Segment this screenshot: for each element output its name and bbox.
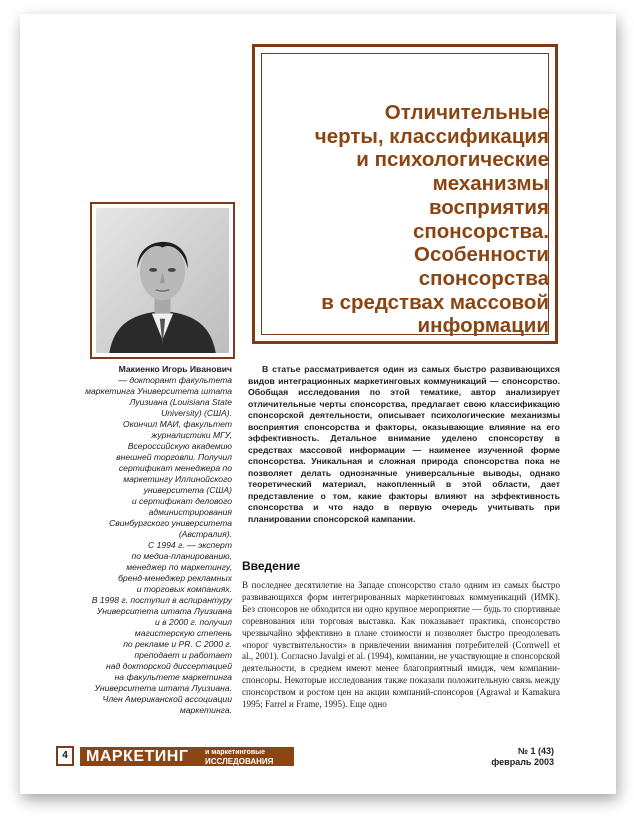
author-photo-frame	[90, 202, 235, 359]
author-bio-text: — докторант факультета маркетинга Университета штата Луизиана (Louisiana State University) (США). Окончил МАИ, факультет журналистики МГУ, Всероссийскую академию внешней торговли. Получил сертификат менеджера по маркетингу Иллинойского университета (США) и сертификат делового администрирования Свинбургского университета (Австралия). С 1994 г. — эксперт по медиа-планированию, менеджер по маркетингу, бренд-менеджер рекламных и торговых компаниях. В 1998 г. поступил в аспирантуру Университета штата Луизиана и в 2000 г. получил магистерскую степень по рекламе и PR. С 2000 г. преподает и работает над докторской диссертацией на факультете маркетинга Университета штата Луизиана. Член Американской ассоциации маркетинга.	[85, 375, 232, 715]
magazine-logo	[80, 747, 294, 766]
author-name: Макиенко Игорь Иванович	[118, 364, 232, 374]
author-bio	[82, 364, 232, 716]
author-photo	[96, 208, 229, 353]
section-heading: Введение	[242, 559, 301, 573]
page-number: 4	[56, 746, 74, 766]
issue-date: февраль 2003	[491, 757, 554, 767]
magazine-name-sub-top: и маркетинговые	[205, 749, 266, 756]
body-text: В последнее десятилетие на Западе спонсорство стало одним из самых быстро развивающихся форм интегрированных маркетинговых коммуникаций (ИМК). Без спонсоров не обходится ни одно крупное мероприятие — будь то спортивные соревнования или торговая выставка. Как показывает практика, спонсорство чрезвычайно эффективно в плане стоимости и позволяет быстро преодолевать «порог чувствительности» в привлечении внимания потребителей (Cornwell et al., 2001). Согласно Javalgi et al. (1994), компании, не участвующие в спонсорской деятельности, в среднем имеют менее благоприятный имидж, чем компании-спонсоры. Некоторые исследования также показали положительную связь между спонсорством и ростом цен на акции компаний-спонсоров (Agrawal и Kamakura 1995; Farrel и Frame, 1995). Еще одно	[242, 580, 560, 710]
magazine-name-sub-bottom: ИССЛЕДОВАНИЯ	[205, 756, 274, 766]
issue-number: № 1 (43)	[517, 746, 554, 756]
magazine-page	[20, 14, 616, 794]
title-frame	[252, 44, 558, 344]
magazine-name-main: МАРКЕТИНГ	[86, 748, 189, 765]
issue-info	[491, 746, 554, 768]
article-abstract: В статье рассматривается один из самых быстро развивающихся видов интеграционных маркетинговых коммуникаций — спонсорство. Обобщая исследования по этой тематике, автор анализирует отличительные черты спонсорства, предлагает свою классификацию спонсорской деятельности, описывает психологические механизмы восприятия спонсорства и факторы, оказывающие влияние на его эффективность. Детальное внимание уделено спонсорству в средствах массовой информации — наименее изученной форме спонсорства. Уникальная и сложная природа спонсорства пока не позволяет делать однозначные универсальные выводы, однако теоретический материал, накопленный в этой области, дает представление о том, какие факторы влияют на эффективность спонсорства и что надо в первую очередь учитывать при планировании спонсорской кампании.	[248, 364, 560, 524]
magazine-name-sub	[205, 748, 273, 766]
article-title: Отличительные черты, классификация и психологические механизмы восприятия спонсорства. Особенности спонсорства в средствах массовой информации	[314, 101, 549, 338]
page-footer	[56, 746, 564, 768]
